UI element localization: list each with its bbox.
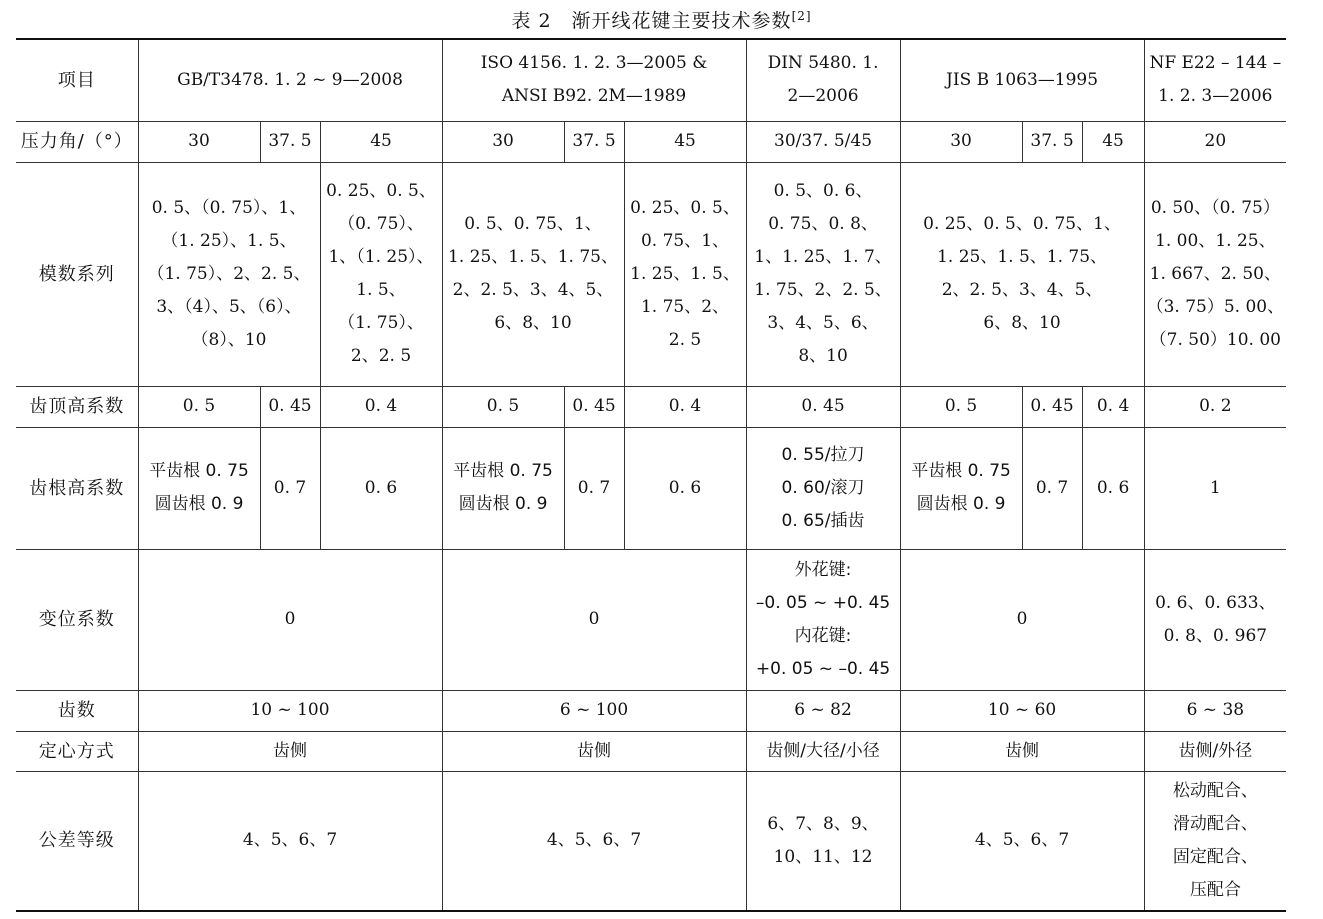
table-cell: 0. 25、0. 5、 （0. 75）、 1、（1. 25）、 1. 5、 （1. 75）、 2、2. 5 — [320, 162, 442, 386]
row-label: 定心方式 — [16, 731, 138, 771]
table-cell: 37. 5 — [260, 121, 320, 162]
table-cell: 45 — [624, 121, 746, 162]
row-label: 变位系数 — [16, 549, 138, 690]
table-cell: 齿侧 — [138, 731, 442, 771]
table-cell: 4、5、6、7 — [900, 771, 1144, 911]
table-cell: 外花键: –0. 05 ~ +0. 45 内花键: +0. 05 ~ –0. 45 — [746, 549, 900, 690]
table-cell: 0. 2 — [1144, 386, 1286, 427]
table-cell: 0. 7 — [1022, 427, 1082, 549]
addendum-row — [16, 386, 1286, 427]
table-cell: 30 — [900, 121, 1022, 162]
table-cell: 0. 6、0. 633、 0. 8、0. 967 — [1144, 549, 1286, 690]
row-label: 齿数 — [16, 690, 138, 731]
table-cell: 30 — [138, 121, 260, 162]
table-cell: 30 — [442, 121, 564, 162]
table-cell: 0 — [442, 549, 746, 690]
table-cell: 0. 4 — [320, 386, 442, 427]
table-cell: 45 — [1082, 121, 1144, 162]
table-cell: 0. 25、0. 5、0. 75、1、 1. 25、1. 5、1. 75、 2、2. 5、3、4、5、 6、8、10 — [900, 162, 1144, 386]
table-cell: 37. 5 — [1022, 121, 1082, 162]
table-cell: 0. 4 — [624, 386, 746, 427]
table-cell: 0. 6 — [624, 427, 746, 549]
row-label: 齿根高系数 — [16, 427, 138, 549]
header-gb: GB/T3478. 1. 2 ~ 9—2008 — [138, 39, 442, 121]
row-label: 模数系列 — [16, 162, 138, 386]
table-cell: 0. 25、0. 5、 0. 75、1、 1. 25、1. 5、 1. 75、2、 2. 5 — [624, 162, 746, 386]
row-label: 齿顶高系数 — [16, 386, 138, 427]
table-cell: 6 ~ 82 — [746, 690, 900, 731]
row-label: 公差等级 — [16, 771, 138, 911]
table-cell: 1 — [1144, 427, 1286, 549]
table-cell: 0. 7 — [564, 427, 624, 549]
dedendum-row — [16, 427, 1286, 549]
header-jis: JIS B 1063—1995 — [900, 39, 1144, 121]
shift-coefficient-row — [16, 549, 1286, 690]
centering-row — [16, 731, 1286, 771]
table-cell: 0. 4 — [1082, 386, 1144, 427]
table-cell: 10 ~ 60 — [900, 690, 1144, 731]
table-cell: 6 ~ 100 — [442, 690, 746, 731]
table-cell: 0. 45 — [1022, 386, 1082, 427]
table-cell: 齿侧/外径 — [1144, 731, 1286, 771]
table-cell: 4、5、6、7 — [138, 771, 442, 911]
table-cell: 0. 45 — [746, 386, 900, 427]
header-iso: ISO 4156. 1. 2. 3—2005 & ANSI B92. 2M—1989 — [442, 39, 746, 121]
table-cell: 齿侧 — [900, 731, 1144, 771]
table-cell: 0. 5、0. 6、 0. 75、0. 8、 1、1. 25、1. 7、 1. 75、2、2. 5、 3、4、5、6、 8、10 — [746, 162, 900, 386]
table-cell: 0. 5 — [900, 386, 1022, 427]
table-cell: 30/37. 5/45 — [746, 121, 900, 162]
table-cell: 0. 5 — [138, 386, 260, 427]
header-din: DIN 5480. 1. 2—2006 — [746, 39, 900, 121]
tolerance-row — [16, 771, 1286, 911]
table-cell: 齿侧 — [442, 731, 746, 771]
teeth-count-row — [16, 690, 1286, 731]
table-cell: 0. 55/拉刀 0. 60/滚刀 0. 65/插齿 — [746, 427, 900, 549]
table-title: 表 2 渐开线花键主要技术参数[2] — [511, 9, 812, 32]
title-reference: [2] — [791, 9, 812, 23]
pressure-angle-row — [16, 121, 1286, 162]
table-cell: 10 ~ 100 — [138, 690, 442, 731]
table-cell: 0. 6 — [320, 427, 442, 549]
table-cell: 0. 45 — [564, 386, 624, 427]
table-cell: 0 — [900, 549, 1144, 690]
table-cell: 0. 5、0. 75、1、 1. 25、1. 5、1. 75、 2、2. 5、3、4、5、 6、8、10 — [442, 162, 624, 386]
table-cell: 0. 5 — [442, 386, 564, 427]
table-cell: 45 — [320, 121, 442, 162]
table-cell: 松动配合、 滑动配合、 固定配合、 压配合 — [1172, 780, 1258, 900]
table-cell: 4、5、6、7 — [442, 771, 746, 911]
table-cell: 0. 45 — [260, 386, 320, 427]
table-cell: 平齿根 0. 75 圆齿根 0. 9 — [138, 427, 260, 549]
table-cell: 平齿根 0. 75 圆齿根 0. 9 — [900, 427, 1022, 549]
header-nf: NF E22 – 144 – 1. 2. 3—2006 — [1144, 39, 1286, 121]
table-cell: 37. 5 — [564, 121, 624, 162]
table-cell: 0. 50、（0. 75） 1. 00、1. 25、 1. 667、2. 50、 （3. 75）5. 00、 （7. 50）10. 00 — [1144, 162, 1286, 386]
table-cell: 20 — [1144, 121, 1286, 162]
table-cell: 0. 6 — [1082, 427, 1144, 549]
table-cell: 0. 7 — [260, 427, 320, 549]
table-cell: 0 — [138, 549, 442, 690]
table-cell: 0. 5、（0. 75）、1、 （1. 25）、1. 5、 （1. 75）、2、2. 5、 3、（4）、5、（6）、 （8）、10 — [138, 162, 320, 386]
table-cell: 平齿根 0. 75 圆齿根 0. 9 — [442, 427, 564, 549]
row-label: 压力角/（°） — [16, 121, 138, 162]
table-cell: 6、7、8、9、 10、11、12 — [746, 771, 900, 911]
table-cell: 6 ~ 38 — [1144, 690, 1286, 731]
header-row — [16, 39, 1286, 121]
header-item: 项目 — [16, 39, 138, 121]
spline-parameter-table — [16, 38, 1286, 912]
module-series-row — [16, 162, 1286, 386]
table-cell: 齿侧/大径/小径 — [746, 731, 900, 771]
